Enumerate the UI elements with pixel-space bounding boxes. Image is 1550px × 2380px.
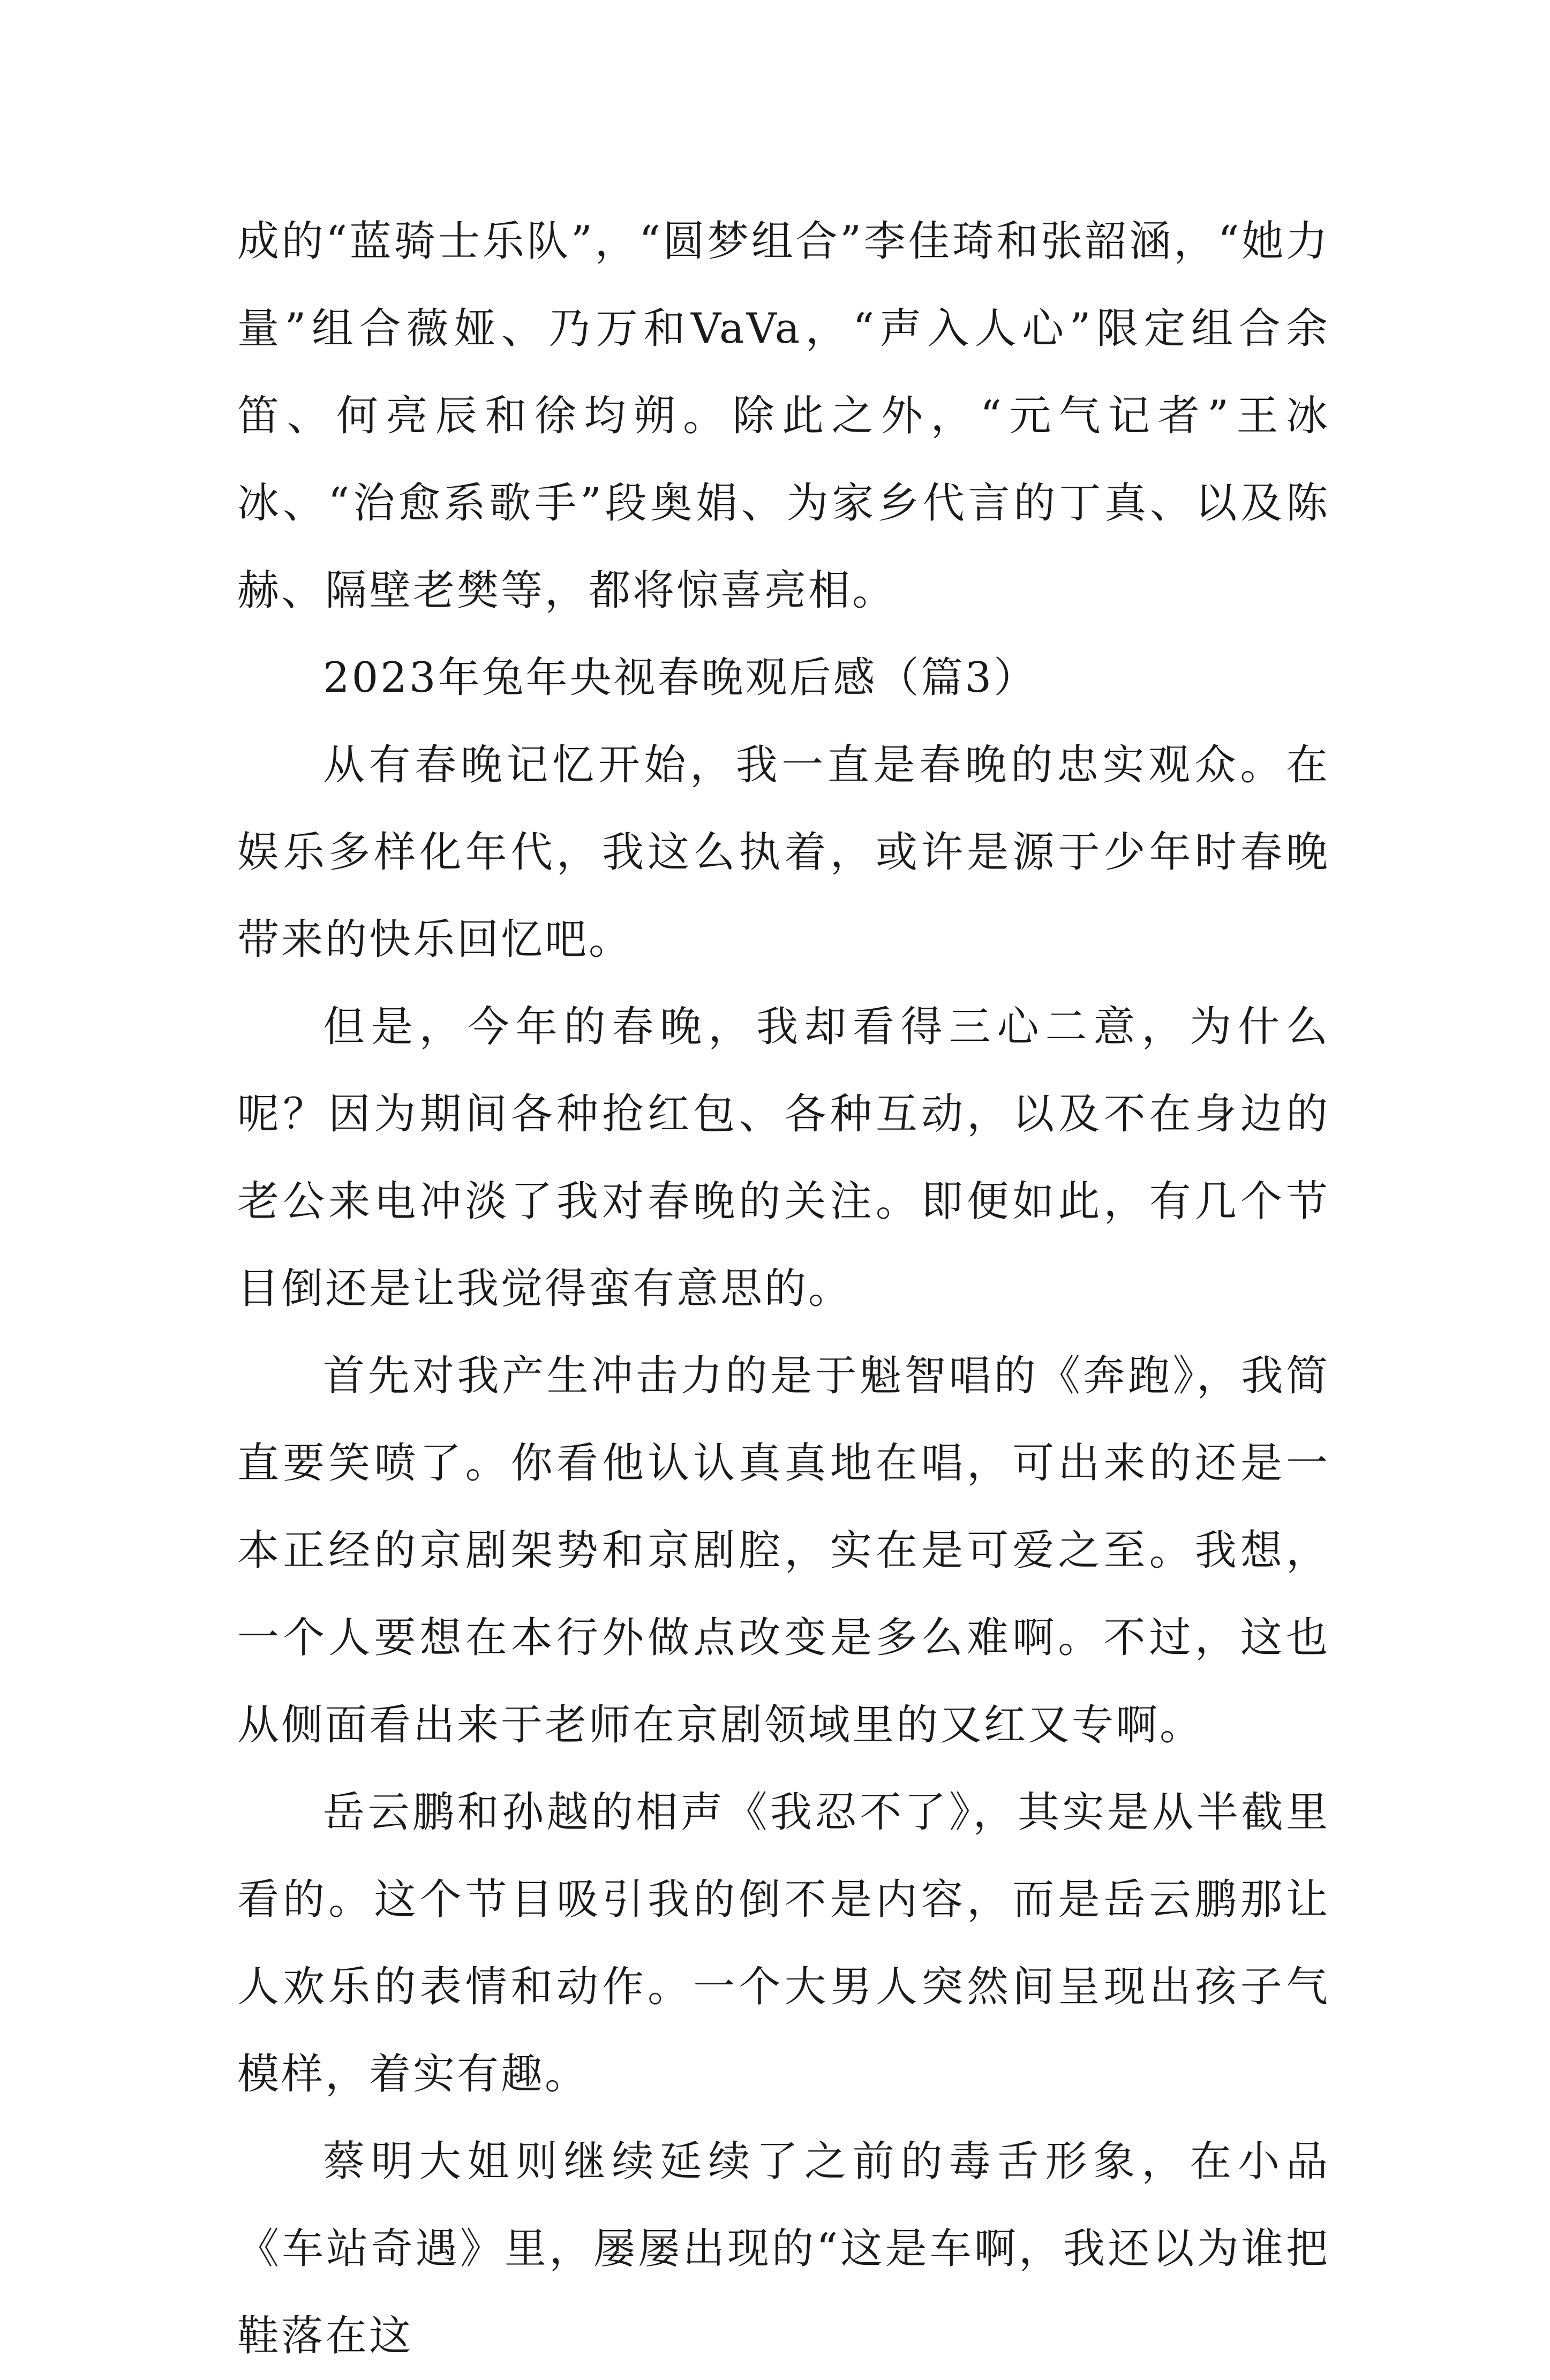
document-body	[237, 198, 1330, 2380]
paragraph: 岳云鹏和孙越的相声《我忍不了》，其实是从半截里看的。这个节目吸引我的倒不是内容，而是岳云鹏那让人欢乐的表情和动作。一个大男人突然间呈现出孩子气模样，着实有趣。	[237, 1788, 1330, 2098]
paragraph: 但是，今年的春晚，我却看得三心二意，为什么呢？因为期间各种抢红包、各种互动，以及不在身边的老公来电冲淡了我对春晚的关注。即便如此，有几个节目倒还是让我觉得蛮有意思的。	[237, 1003, 1330, 1313]
paragraph-continuation: 成的“蓝骑士乐队”，“圆梦组合”李佳琦和张韶涵，“她力量”组合薇娅、乃万和VaVa，“声入人心”限定组合余笛、何亮辰和徐均朔。除此之外，“元气记者”王冰冰、“治愈系歌手”段奥娟、为家乡代言的丁真、以及陈赫、隔壁老樊等，都将惊喜亮相。	[237, 217, 1330, 615]
paragraph: 首先对我产生冲击力的是于魁智唱的《奔跑》，我简直要笑喷了。你看他认认真真地在唱，可出来的还是一本正经的京剧架势和京剧腔，实在是可爱之至。我想，一个人要想在本行外做点改变是多么难啊。不过，这也从侧面看出来于老师在京剧领域里的又红又专啊。	[237, 1352, 1330, 1749]
paragraph: 从有春晚记忆开始，我一直是春晚的忠实观众。在娱乐多样化年代，我这么执着，或许是源于少年时春晚带来的快乐回忆吧。	[237, 741, 1330, 964]
paragraph: 蔡明大姐则继续延续了之前的毒舌形象，在小品《车站奇遇》里，屡屡出现的“这是车啊，我还以为谁把鞋落在这	[237, 2137, 1330, 2360]
section-heading: 2023年兔年央视春晚观后感（篇3）	[323, 654, 1038, 702]
